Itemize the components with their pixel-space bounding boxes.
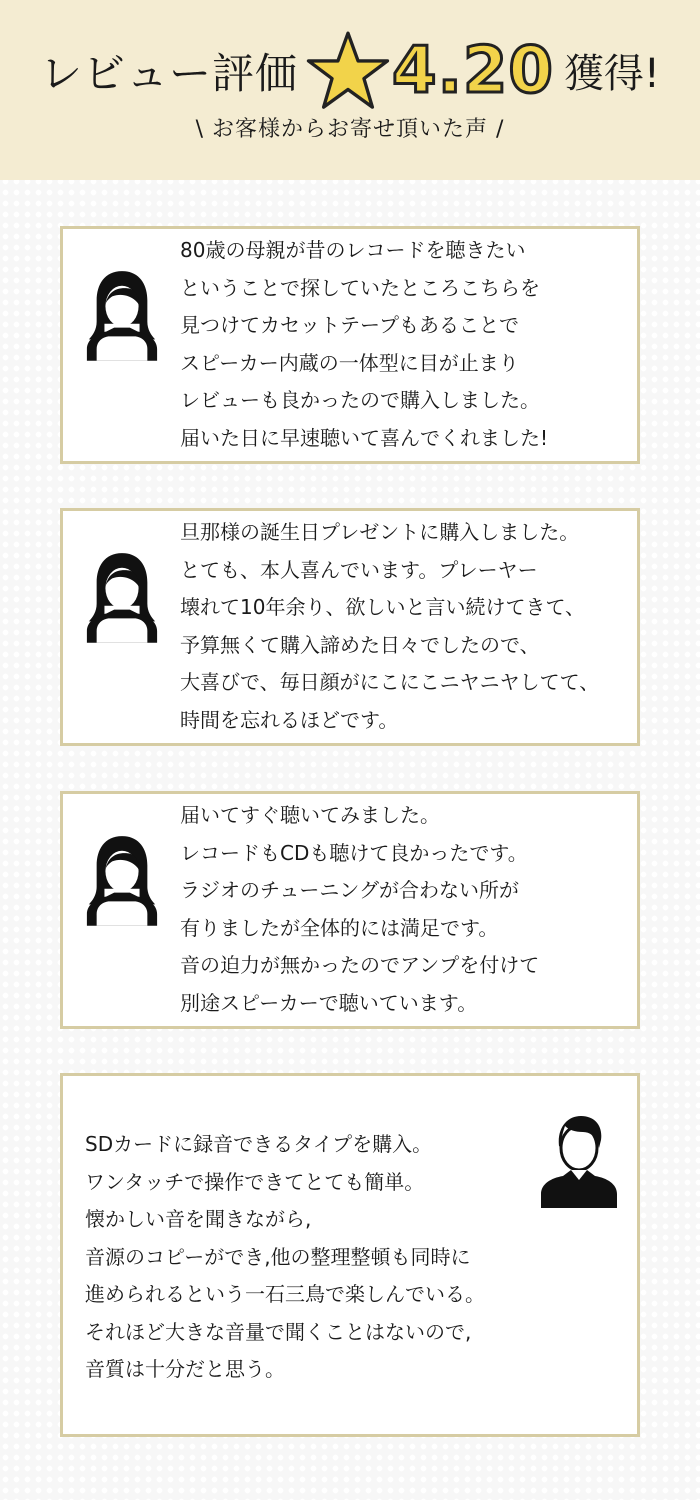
review-card xyxy=(60,508,640,746)
review-line: 80歳の母親が昔のレコードを聴きたい xyxy=(180,238,526,262)
review-card xyxy=(60,1073,640,1437)
review-line: レビューも良かったので購入しました。 xyxy=(180,388,540,412)
review-line: 旦那様の誕生日プレゼントに購入しました。 xyxy=(180,520,580,544)
review-line: 時間を忘れるほどです。 xyxy=(180,707,399,732)
review-line: 音の迫力が無かったのでアンプを付けて xyxy=(180,953,540,977)
woman-avatar-icon xyxy=(83,265,161,361)
woman-avatar-icon xyxy=(83,547,161,643)
review-line: 音源のコピーができ,他の整理整頓も同時に xyxy=(85,1244,471,1269)
review-text xyxy=(85,1126,485,1389)
review-line: レコードもCDも聴けて良かったです。 xyxy=(180,840,528,865)
review-line: 進められるという一石三鳥で楽しんでいる。 xyxy=(85,1282,485,1306)
review-line: スピーカー内蔵の一体型に目が止まり xyxy=(180,350,519,375)
title-suffix: 獲得! xyxy=(563,51,660,97)
review-line: 大喜びで、毎日顔がにこにこニヤニヤしてて、 xyxy=(180,670,600,694)
review-line: SDカードに録音できるタイプを購入。 xyxy=(85,1132,433,1156)
review-text xyxy=(180,514,599,739)
star-icon xyxy=(306,29,390,113)
review-line: 音質は十分だと思う。 xyxy=(85,1357,285,1381)
title-row xyxy=(0,18,700,123)
review-line: とても、本人喜んでいます。プレーヤー xyxy=(180,557,538,582)
review-line: 予算無くて購入諦めた日々でしたので、 xyxy=(180,632,540,657)
review-line: 見つけてカセットテープもあることで xyxy=(180,313,519,337)
rating-value: 4.20 xyxy=(392,33,554,108)
woman-avatar-icon xyxy=(83,830,161,926)
review-text xyxy=(180,232,548,457)
review-line: 別途スピーカーで聴いています。 xyxy=(180,990,478,1015)
man-avatar-icon xyxy=(539,1110,619,1208)
review-line: それほど大きな音量で聞くことはないので, xyxy=(85,1319,472,1344)
review-line: 壊れて10年余り、欲しいと言い続けてきて、 xyxy=(180,595,586,619)
review-line: ワンタッチで操作できてとても簡単。 xyxy=(85,1169,425,1194)
review-text xyxy=(180,797,539,1022)
review-line: ということで探していたところこちらを xyxy=(180,275,540,300)
review-card xyxy=(60,226,640,464)
subtitle: \ お客様からお寄せ頂いた声 / xyxy=(195,117,505,142)
page-title: レビュー評価 xyxy=(40,48,299,98)
header-banner xyxy=(0,0,700,180)
review-card xyxy=(60,791,640,1029)
review-line: 有りましたが全体的には満足です。 xyxy=(180,915,499,940)
review-line: 懐かしい音を聞きながら, xyxy=(85,1207,312,1231)
review-line: 届いた日に早速聴いて喜んでくれました! xyxy=(180,425,549,450)
review-line: ラジオのチューニングが合わない所が xyxy=(180,878,519,902)
review-line: 届いてすぐ聴いてみました。 xyxy=(180,803,440,827)
